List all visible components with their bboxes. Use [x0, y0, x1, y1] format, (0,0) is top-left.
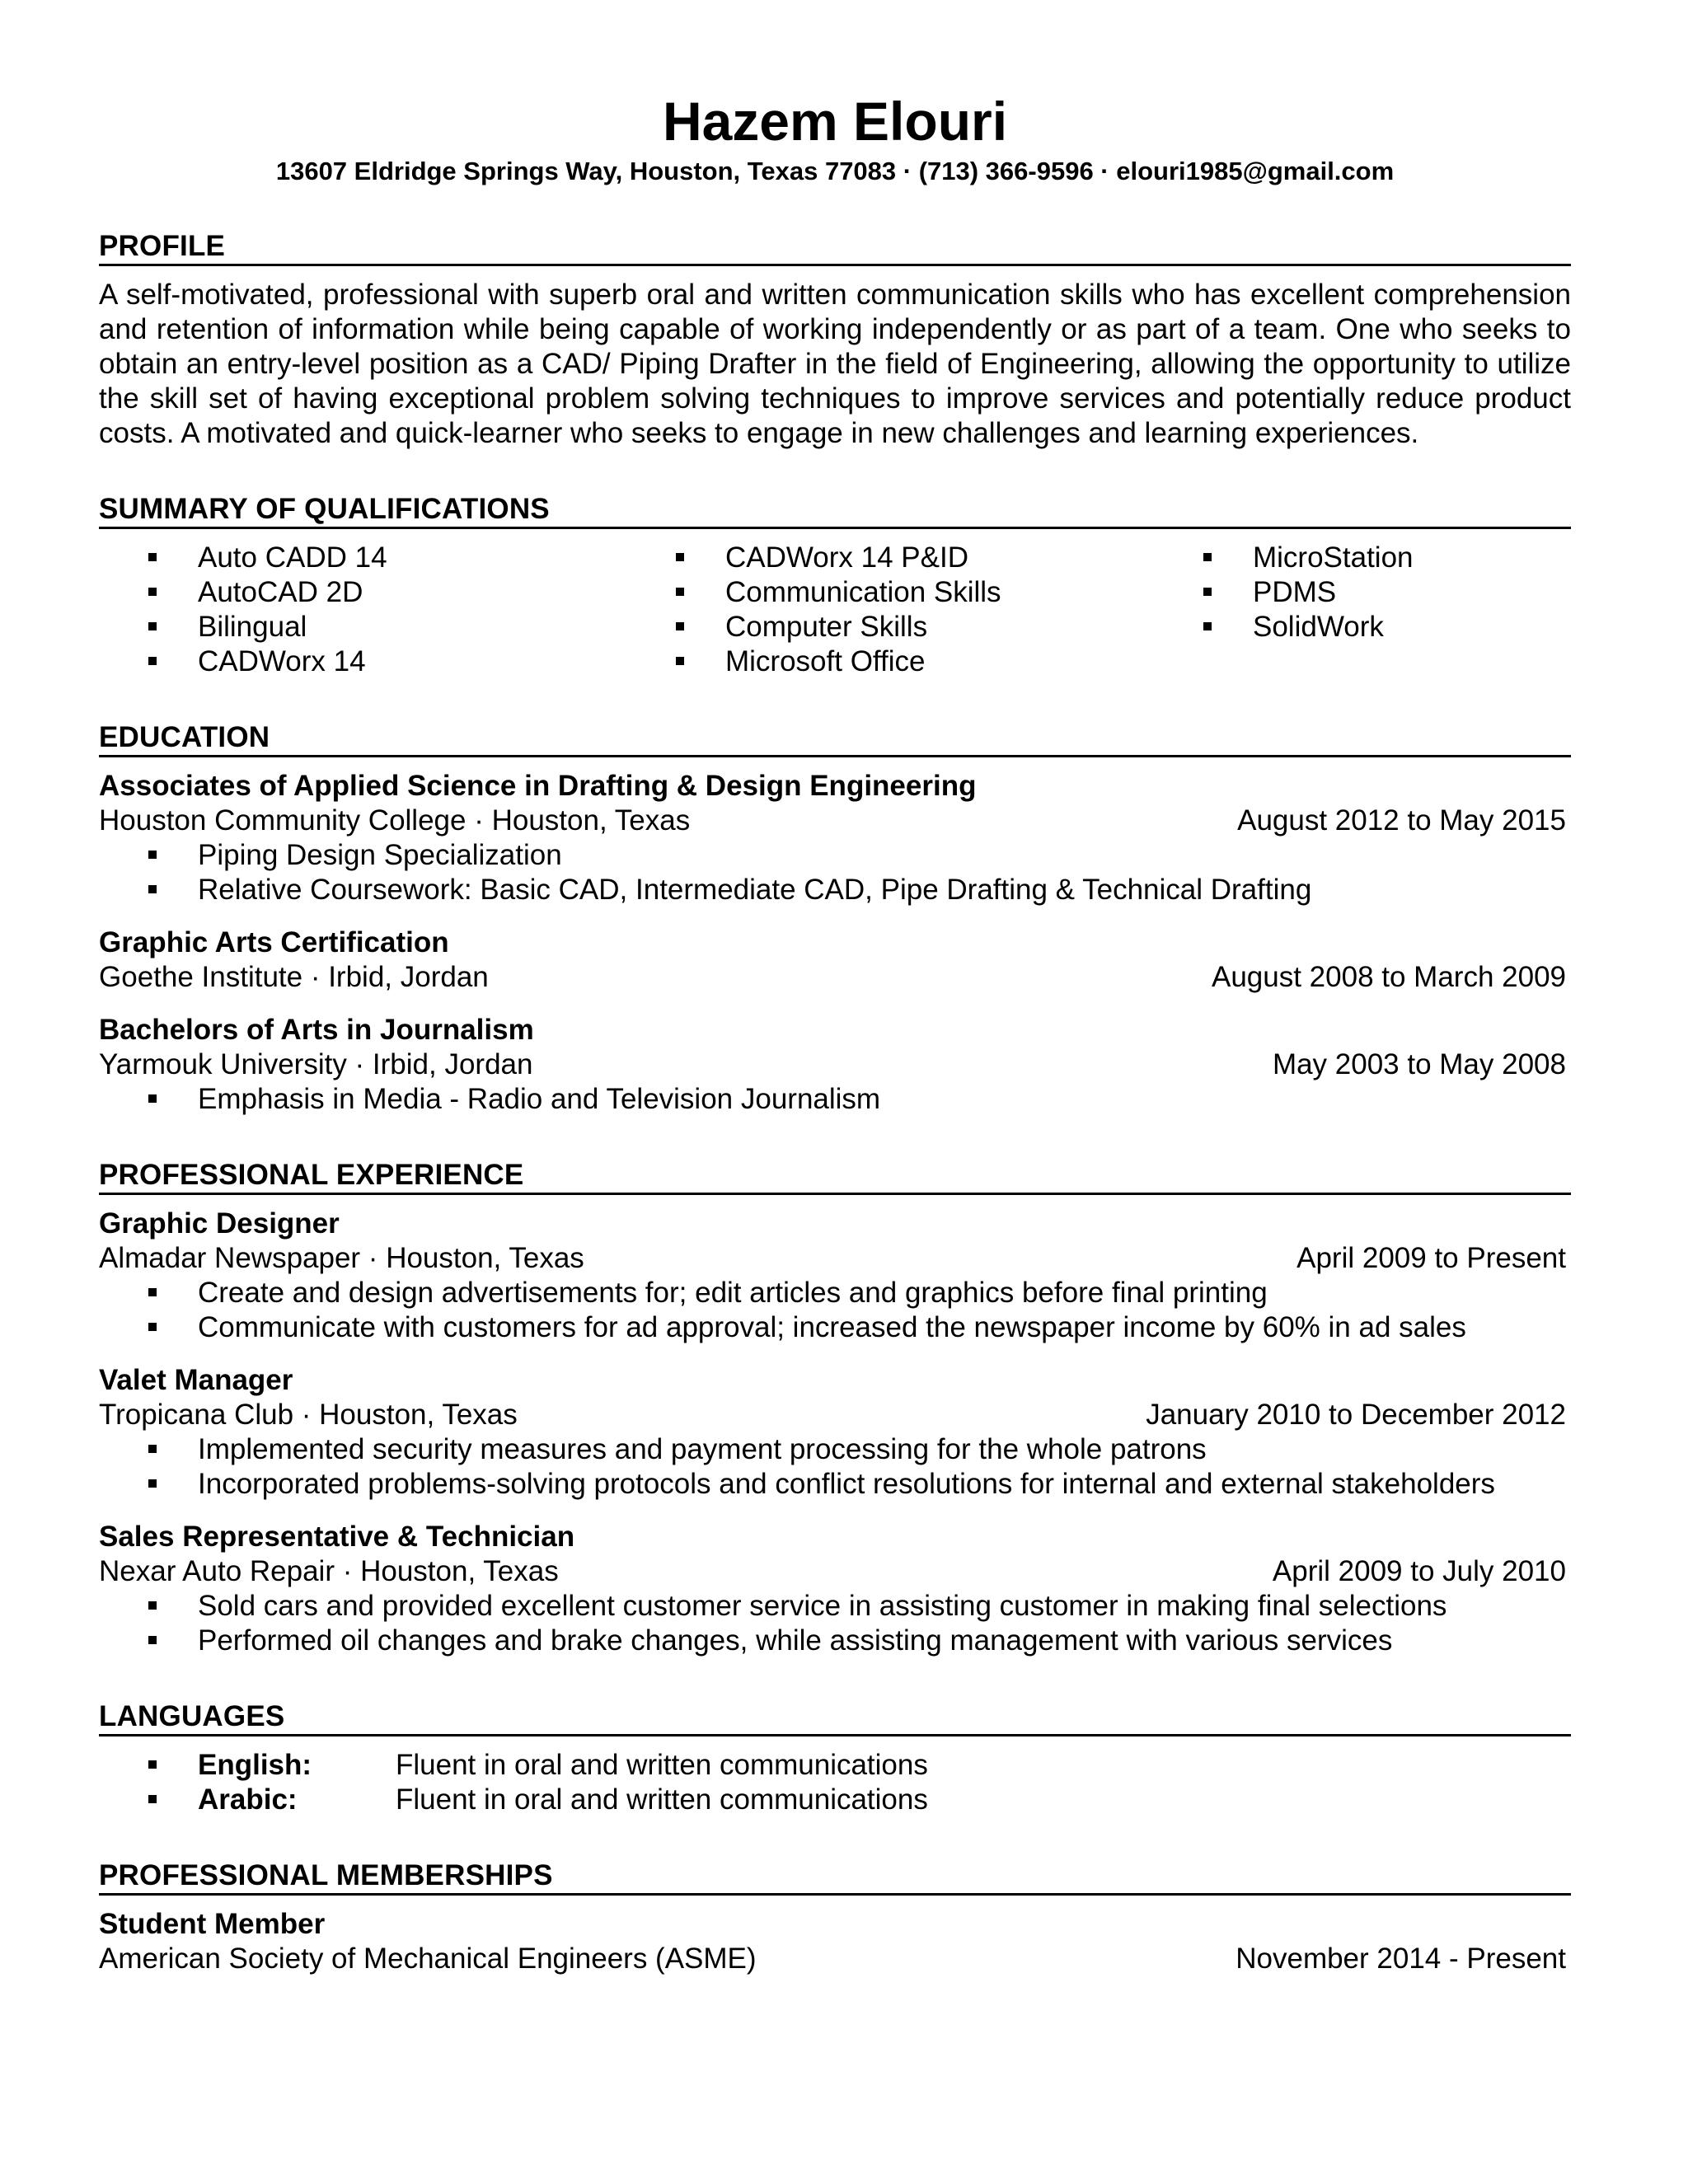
skills-grid	[99, 541, 1571, 679]
bullet-item: Implemented security measures and payment processing for the whole patrons	[148, 1432, 1571, 1467]
institution: Yarmouk University · Irbid, Jordan	[99, 1048, 533, 1080]
date-range: April 2009 to Present	[1296, 1242, 1566, 1274]
qualifications-section	[99, 492, 1571, 679]
bullet-item: Relative Coursework: Basic CAD, Intermediate CAD, Pipe Drafting & Technical Drafting	[148, 873, 1571, 907]
skill-item: CADWorx 14 P&ID	[676, 541, 1203, 575]
contact-line: 13607 Eldridge Springs Way, Houston, Texas 77083 · (713) 366-9596 · elouri1985@gmail.com	[275, 157, 1395, 185]
job-bullets	[99, 1432, 1571, 1502]
skill-item: Computer Skills	[676, 610, 1203, 644]
education-entry	[99, 1013, 1571, 1117]
bullet-item: Piping Design Specialization	[148, 838, 1571, 873]
qualifications-heading: SUMMARY OF QUALIFICATIONS	[99, 492, 1571, 529]
education-bullets	[99, 1082, 1571, 1117]
employer-line	[99, 1398, 1571, 1432]
language-list	[99, 1748, 1571, 1817]
skill-item: Communication Skills	[676, 575, 1203, 610]
institution: Goethe Institute · Irbid, Jordan	[99, 961, 489, 993]
profile-heading: PROFILE	[99, 229, 1571, 266]
organization: American Society of Mechanical Engineers (ASME)	[99, 1943, 757, 1975]
skill-item: MicroStation	[1203, 541, 1566, 575]
bullet-item: Incorporated problems-solving protocols and conflict resolutions for internal and external stakeholders	[148, 1467, 1571, 1502]
language-level: Fluent in oral and written communications	[396, 1783, 928, 1816]
membership-entry	[99, 1907, 1571, 1976]
job-title: Sales Representative & Technician	[99, 1521, 575, 1553]
skill-item: Microsoft Office	[676, 644, 1203, 679]
skills-column-1	[99, 541, 676, 679]
employer: Almadar Newspaper · Houston, Texas	[99, 1242, 584, 1274]
skills-column-2	[676, 541, 1203, 679]
language-level: Fluent in oral and written communications	[396, 1749, 928, 1781]
date-range: January 2010 to December 2012	[1146, 1399, 1566, 1431]
language-name: English:	[198, 1749, 312, 1781]
skill-item: SolidWork	[1203, 610, 1566, 644]
bullet-item: Create and design advertisements for; edit articles and graphics before final printing	[148, 1276, 1571, 1310]
employer: Nexar Auto Repair · Houston, Texas	[99, 1555, 559, 1587]
job-entry	[99, 1207, 1571, 1345]
education-entry	[99, 769, 1571, 907]
languages-section	[99, 1699, 1571, 1817]
date-range: November 2014 - Present	[1236, 1943, 1566, 1975]
education-section	[99, 720, 1571, 1117]
education-entry	[99, 926, 1571, 995]
degree-title: Graphic Arts Certification	[99, 926, 449, 958]
skill-item: CADWorx 14	[148, 644, 676, 679]
job-bullets	[99, 1589, 1571, 1658]
job-entry	[99, 1363, 1571, 1502]
skill-item: PDMS	[1203, 575, 1566, 610]
resume-page	[99, 91, 1571, 1976]
degree-title: Associates of Applied Science in Drafting & Design Engineering	[99, 770, 977, 802]
profile-section	[99, 229, 1571, 451]
job-title: Valet Manager	[99, 1364, 293, 1396]
memberships-heading: PROFESSIONAL MEMBERSHIPS	[99, 1858, 1571, 1896]
candidate-name: Hazem Elouri	[662, 91, 1008, 152]
language-item	[148, 1748, 1571, 1783]
skills-column-3	[1203, 541, 1566, 679]
institution-line	[99, 960, 1571, 995]
date-range: May 2003 to May 2008	[1272, 1048, 1566, 1080]
profile-text: A self-motivated, professional with superb oral and written communication skills who has excellent comprehension and retention of information while being capable of working independently or as part of a team. One who seeks to obtain an entry-level position as a CAD/ Piping Drafter in the field of Engineering, allowing the opportunity to utilize the skill set of having exceptional problem solving techniques to improve services and potentially reduce product costs. A motivated and quick-learner who seeks to engage in new challenges and learning experiences.	[99, 279, 1571, 449]
language-name: Arabic:	[198, 1783, 298, 1816]
bullet-item: Performed oil changes and brake changes, while assisting management with various services	[148, 1624, 1571, 1658]
language-item	[148, 1783, 1571, 1817]
bullet-item: Communicate with customers for ad approval; increased the newspaper income by 60% in ad sales	[148, 1310, 1571, 1345]
employer-line	[99, 1554, 1571, 1589]
experience-heading: PROFESSIONAL EXPERIENCE	[99, 1158, 1571, 1195]
education-heading: EDUCATION	[99, 720, 1571, 757]
skill-item: Auto CADD 14	[148, 541, 676, 575]
institution: Houston Community College · Houston, Texas	[99, 804, 691, 837]
languages-heading: LANGUAGES	[99, 1699, 1571, 1736]
date-range: April 2009 to July 2010	[1272, 1555, 1566, 1587]
education-bullets	[99, 838, 1571, 907]
degree-title: Bachelors of Arts in Journalism	[99, 1014, 534, 1046]
job-bullets	[99, 1276, 1571, 1345]
institution-line	[99, 804, 1571, 838]
date-range: August 2012 to May 2015	[1237, 804, 1566, 837]
job-entry	[99, 1520, 1571, 1658]
employer: Tropicana Club · Houston, Texas	[99, 1399, 518, 1431]
organization-line	[99, 1942, 1571, 1976]
skill-item: Bilingual	[148, 610, 676, 644]
bullet-item: Emphasis in Media - Radio and Television Journalism	[148, 1082, 1571, 1117]
employer-line	[99, 1241, 1571, 1276]
job-title: Graphic Designer	[99, 1207, 340, 1240]
memberships-section	[99, 1858, 1571, 1976]
membership-title: Student Member	[99, 1908, 326, 1940]
institution-line	[99, 1047, 1571, 1082]
date-range: August 2008 to March 2009	[1211, 961, 1566, 993]
experience-section	[99, 1158, 1571, 1658]
bullet-item: Sold cars and provided excellent customer service in assisting customer in making final selections	[148, 1589, 1571, 1624]
skill-item: AutoCAD 2D	[148, 575, 676, 610]
